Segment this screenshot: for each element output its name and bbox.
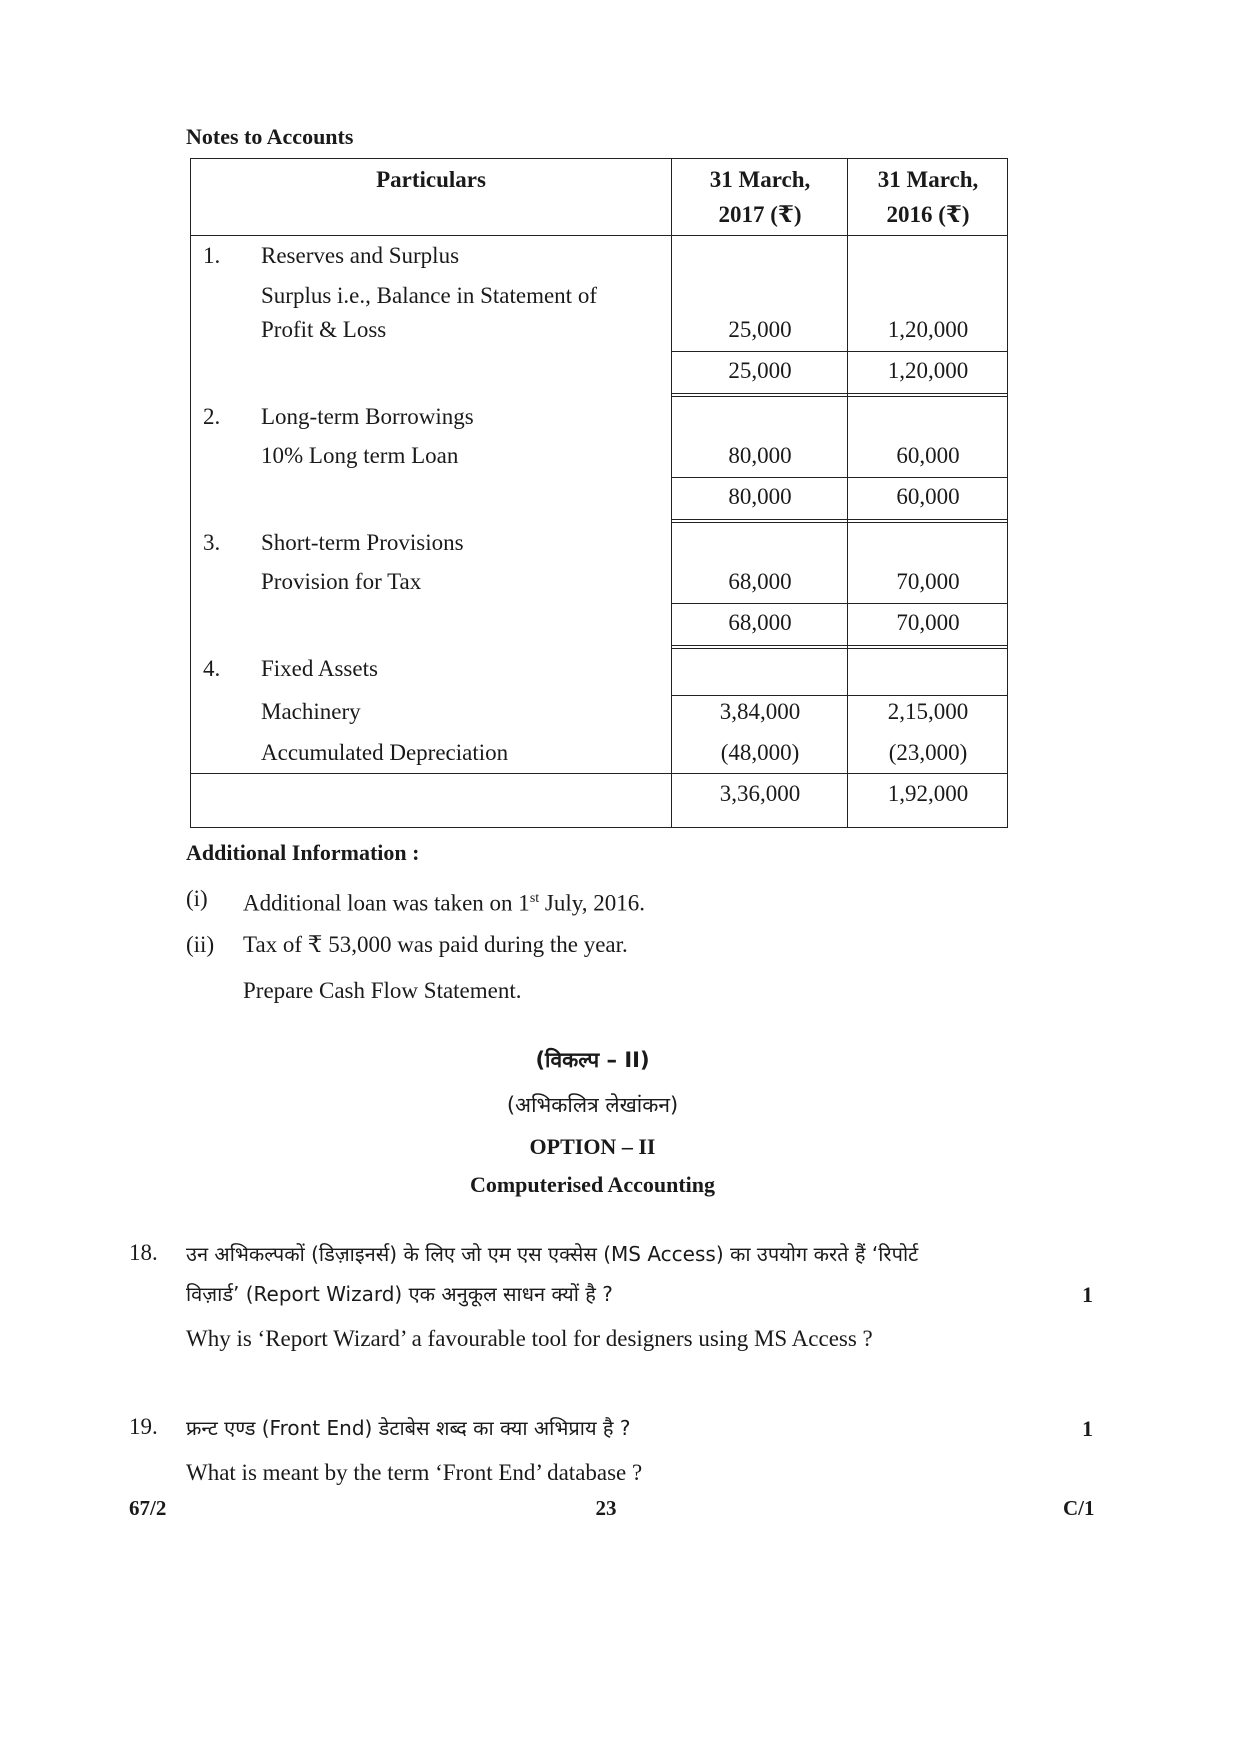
total-2016: 1,92,000 xyxy=(887,781,969,806)
value-2017: 68,000 xyxy=(728,569,792,594)
note-title: Reserves and Surplus xyxy=(261,243,460,268)
total-2017: 25,000 xyxy=(728,358,792,383)
total-2016: 60,000 xyxy=(896,484,960,509)
note-number: 2. xyxy=(203,404,221,429)
accumulated-depreciation-label: Accumulated Depreciation xyxy=(261,740,509,765)
value-2017: 80,000 xyxy=(728,443,792,468)
rule xyxy=(671,695,1007,696)
option-hindi-line1: (विकल्प – II) xyxy=(535,1048,650,1072)
note-title: Short-term Provisions xyxy=(261,530,464,555)
item-number: (ii) xyxy=(186,932,215,957)
question-hindi: विज़ार्ड’ (Report Wizard) एक अनुकूल साधन क्यों है ? xyxy=(186,1282,613,1306)
value-2017: 25,000 xyxy=(728,317,792,342)
additional-item-2: Tax of ₹ 53,000 was paid during the year. xyxy=(243,932,628,957)
double-rule xyxy=(671,393,1007,397)
value-2016: 70,000 xyxy=(896,569,960,594)
total-2016: 1,20,000 xyxy=(887,358,969,383)
header-2017-line2: 2017 (₹) xyxy=(718,202,802,227)
header-2017-line1: 31 March, xyxy=(709,167,811,192)
machinery-label: Machinery xyxy=(261,699,361,724)
header-2016-line1: 31 March, xyxy=(877,167,979,192)
depreciation-2017: (48,000) xyxy=(720,740,800,765)
value-2016: 1,20,000 xyxy=(887,317,969,342)
note-line: Surplus i.e., Balance in Statement of xyxy=(261,283,597,308)
double-rule xyxy=(671,519,1007,523)
question-hindi: उन अभिकल्पकों (डिज़ाइनर्स) के लिए जो एम एस एक्सेस (MS Access) का उपयोग करते हैं ‘रिपोर्ट xyxy=(186,1242,919,1266)
rule xyxy=(671,603,1007,604)
note-line: Provision for Tax xyxy=(261,569,422,594)
rule xyxy=(191,773,1007,774)
rule xyxy=(671,351,1007,352)
additional-info-heading: Additional Information : xyxy=(186,840,420,865)
item-number: (i) xyxy=(186,886,208,911)
footer-set: C/1 xyxy=(1063,1496,1095,1520)
question-english: Why is ‘Report Wizard’ a favourable tool for designers using MS Access ? xyxy=(186,1326,873,1351)
total-2016: 70,000 xyxy=(896,610,960,635)
double-rule xyxy=(671,645,1007,649)
question-hindi: फ्रन्ट एण्ड (Front End) डेटाबेस शब्द का क्या अभिप्राय है ? xyxy=(186,1416,631,1440)
additional-item-1 xyxy=(243,884,645,919)
note-line: Profit & Loss xyxy=(261,317,387,342)
total-2017: 80,000 xyxy=(728,484,792,509)
notes-to-accounts-table xyxy=(190,158,1008,828)
header-divider xyxy=(191,235,1007,236)
machinery-2017: 3,84,000 xyxy=(719,699,801,724)
question-number: 19. xyxy=(129,1414,158,1439)
question-marks: 1 xyxy=(1082,1282,1093,1307)
header-particulars: Particulars xyxy=(376,167,486,192)
note-number: 3. xyxy=(203,530,221,555)
note-line: 10% Long term Loan xyxy=(261,443,459,468)
question-marks: 1 xyxy=(1082,1416,1093,1441)
machinery-2016: 2,15,000 xyxy=(887,699,969,724)
note-number: 4. xyxy=(203,656,221,681)
page-number: 23 xyxy=(595,1496,617,1520)
note-title: Fixed Assets xyxy=(261,656,378,681)
value-2016: 60,000 xyxy=(896,443,960,468)
note-number: 1. xyxy=(203,243,221,268)
question-number: 18. xyxy=(129,1240,158,1265)
instruction: Prepare Cash Flow Statement. xyxy=(243,978,522,1003)
note-title: Long-term Borrowings xyxy=(261,404,474,429)
question-english: What is meant by the term ‘Front End’ database ? xyxy=(186,1460,643,1485)
superscript: st xyxy=(529,891,540,906)
item-text: Additional loan was taken on 1 xyxy=(243,890,530,916)
rule xyxy=(671,477,1007,478)
option-subtitle: Computerised Accounting xyxy=(469,1172,716,1197)
total-2017: 3,36,000 xyxy=(719,781,801,806)
total-2017: 68,000 xyxy=(728,610,792,635)
notes-title: Notes to Accounts xyxy=(186,124,354,149)
header-2016-line2: 2016 (₹) xyxy=(886,202,970,227)
depreciation-2016: (23,000) xyxy=(888,740,968,765)
footer-code: 67/2 xyxy=(129,1496,167,1520)
option-hindi-line2: (अभिकलित्र लेखांकन) xyxy=(506,1093,679,1117)
option-title: OPTION – II xyxy=(529,1134,656,1159)
item-text: July, 2016. xyxy=(539,890,646,916)
